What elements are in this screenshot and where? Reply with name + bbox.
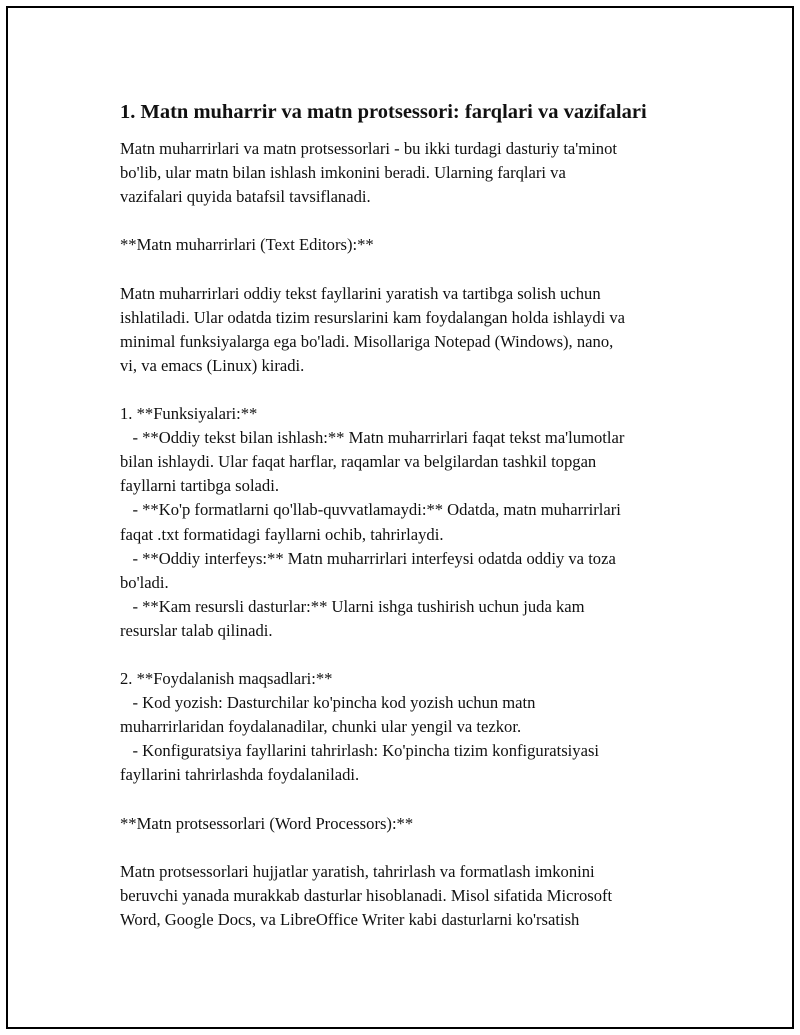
text-line: vi, va emacs (Linux) kiradi. xyxy=(120,355,305,375)
blank-line xyxy=(120,257,700,281)
text-line: beruvchi yanada murakkab dasturlar hisoblanadi. Misol sifatida Microsoft xyxy=(120,885,613,905)
text-line: ishlatiladi. Ular odatda tizim resurslarini kam foydalangan holda ishlaydi va xyxy=(120,307,626,327)
blank-line xyxy=(120,836,700,860)
text-line: bilan ishlaydi. Ular faqat harflar, raqamlar va belgilardan tashkil topgan xyxy=(120,452,597,472)
text-line: resurslar talab qilinadi. xyxy=(120,620,273,640)
text-line: muharrirlaridan foydalanadilar, chunki ular yengil va tezkor. xyxy=(120,717,522,737)
text-line: - **Oddiy tekst bilan ishlash:** Matn muharrirlari faqat tekst ma'lumotlar xyxy=(120,428,625,448)
blank-line xyxy=(120,788,700,812)
text-line: - Konfiguratsiya fayllarini tahrirlash: Ko'pincha tizim konfiguratsiyasi xyxy=(120,741,600,761)
text-line: faqat .txt formatidagi fayllarni ochib, tahrirlaydi. xyxy=(120,524,444,544)
text-line: fayllarni tartibga soladi. xyxy=(120,476,279,496)
text-line: fayllarini tahrirlashda foydalaniladi. xyxy=(120,765,360,785)
text-line: minimal funksiyalarga ega bo'ladi. Misollariga Notepad (Windows), nano, xyxy=(120,331,614,351)
text-line: Matn protsessorlari hujjatlar yaratish, tahrirlash va formatlash imkonini xyxy=(120,861,595,881)
text-line: 2. **Foydalanish maqsadlari:** xyxy=(120,669,333,689)
document-body xyxy=(120,98,700,932)
text-line: bo'lib, ular matn bilan ishlash imkonini beradi. Ularning farqlari va xyxy=(120,163,566,183)
blank-line xyxy=(120,209,700,233)
text-line: Matn muharrirlari va matn protsessorlari - bu ikki turdagi dasturiy ta'minot xyxy=(120,139,618,158)
text-line: - **Ko'p formatlarni qo'llab-quvvatlamaydi:** Odatda, matn muharrirlari xyxy=(120,500,621,520)
text-line: Matn muharrirlari oddiy tekst fayllarini yaratish va tartibga solish uchun xyxy=(120,283,601,303)
document-title: 1. Matn muharrir va matn protsessori: farqlari va vazifalari xyxy=(120,101,647,123)
text-line: Word, Google Docs, va LibreOffice Writer kabi dasturlarni ko'rsatish xyxy=(120,910,580,929)
text-line: - Kod yozish: Dasturchilar ko'pincha kod yozish uchun matn xyxy=(120,693,536,713)
text-line: bo'ladi. xyxy=(120,572,169,592)
page-frame xyxy=(6,6,794,1029)
text-lines xyxy=(120,137,700,932)
text-line: **Matn muharrirlari (Text Editors):** xyxy=(120,235,374,255)
text-line: 1. **Funksiyalari:** xyxy=(120,404,258,424)
text-line: - **Oddiy interfeys:** Matn muharrirlari interfeysi odatda oddiy va toza xyxy=(120,548,616,568)
text-line: **Matn protsessorlari (Word Processors):** xyxy=(120,813,414,833)
blank-line xyxy=(120,643,700,667)
text-line: - **Kam resursli dasturlar:** Ularni ishga tushirish uchun juda kam xyxy=(120,596,585,616)
blank-line xyxy=(120,378,700,402)
text-line: vazifalari quyida batafsil tavsiflanadi. xyxy=(120,187,371,207)
